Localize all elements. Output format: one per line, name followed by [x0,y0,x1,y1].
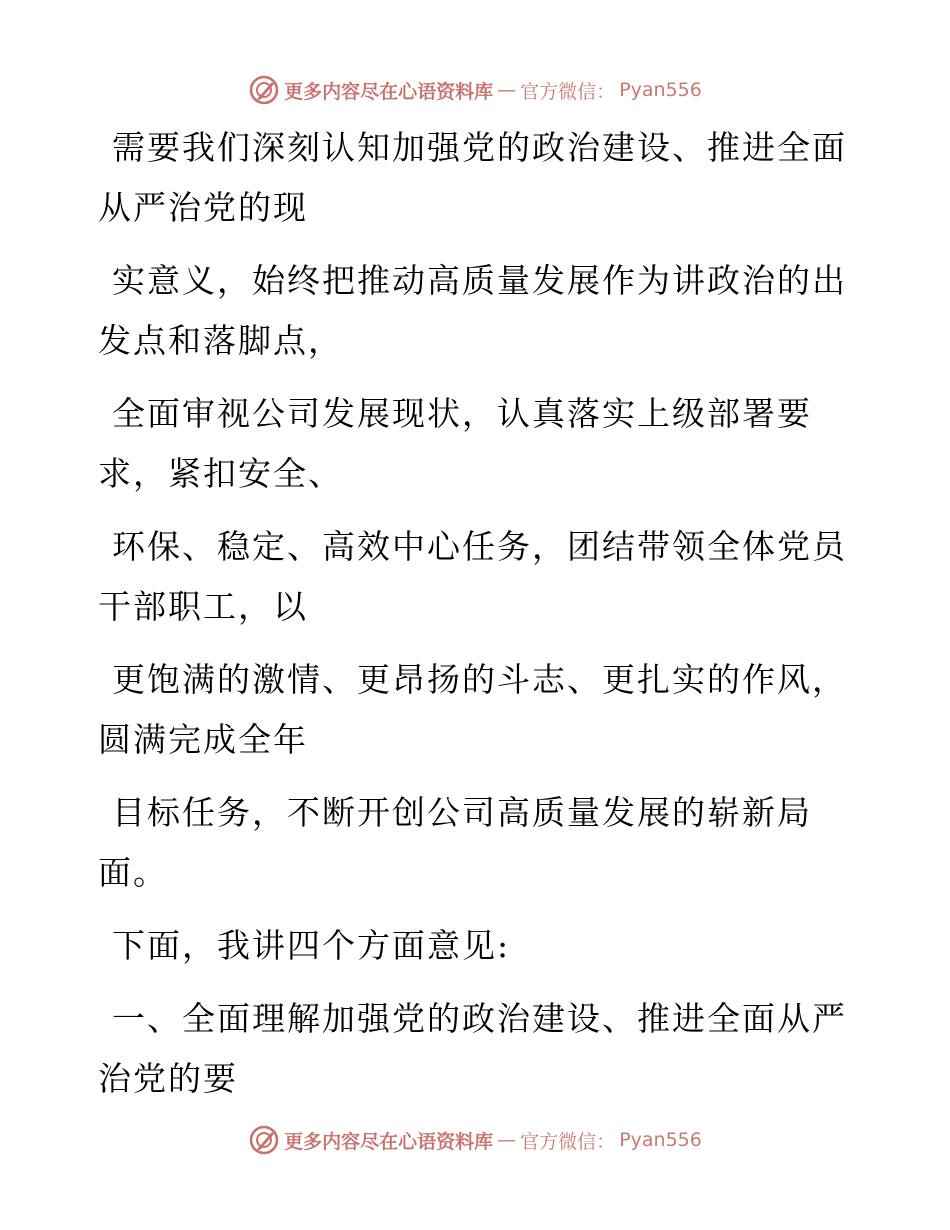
paragraph-7 [98,916,858,976]
paragraph-line: 面。 [98,853,168,892]
document-body [98,118,858,1122]
paragraph-line: 干部职工，以 [98,587,308,626]
paragraph-6 [98,783,858,903]
header-wechat-id: Pyan556 [619,79,702,101]
paragraph-line: 下面，我讲四个方面意见: [112,926,511,965]
page-header [0,70,950,110]
paragraph-8 [98,989,858,1109]
paragraph-line: 更饱满的激情、更昂扬的斗志、更扎实的作风， [112,660,847,699]
footer-wechat-label: 官方微信： [520,1130,616,1153]
paragraph-line: 从严治党的现 [98,188,308,227]
paragraph-2 [98,251,858,371]
header-brand: 更多内容尽在心语资料库 [284,80,494,103]
paragraph-4 [98,517,858,637]
paragraph-5 [98,650,858,770]
paragraph-line: 求，紧扣安全、 [98,454,343,493]
paragraph-line: 环保、稳定、高效中心任务，团结带领全体党员 [112,527,847,566]
pen-circle-logo-icon [248,74,280,106]
footer-brand: 更多内容尽在心语资料库 [284,1130,494,1153]
paragraph-line: 实意义，始终把推动高质量发展作为讲政治的出 [112,261,847,300]
footer-wechat-id: Pyan556 [619,1129,702,1151]
paragraph-1 [98,118,858,238]
page-footer [0,1120,950,1160]
header-banner [248,74,702,106]
paragraph-line: 一、全面理解加强党的政治建设、推进全面从严 [112,999,847,1038]
paragraph-line: 圆满完成全年 [98,720,308,759]
paragraph-line: 需要我们深刻认知加强党的政治建设、推进全面 [112,128,847,167]
footer-banner [248,1124,702,1156]
paragraph-3 [98,384,858,504]
header-dash: — [497,79,517,101]
pen-circle-logo-icon [248,1124,280,1156]
paragraph-line: 全面审视公司发展现状，认真落实上级部署要 [112,394,812,433]
paragraph-line: 发点和落脚点， [98,321,343,360]
header-wechat-label: 官方微信： [520,80,616,103]
paragraph-line: 治党的要 [98,1059,238,1098]
footer-dash: — [497,1129,517,1151]
paragraph-line: 目标任务，不断开创公司高质量发展的崭新局 [112,793,812,832]
